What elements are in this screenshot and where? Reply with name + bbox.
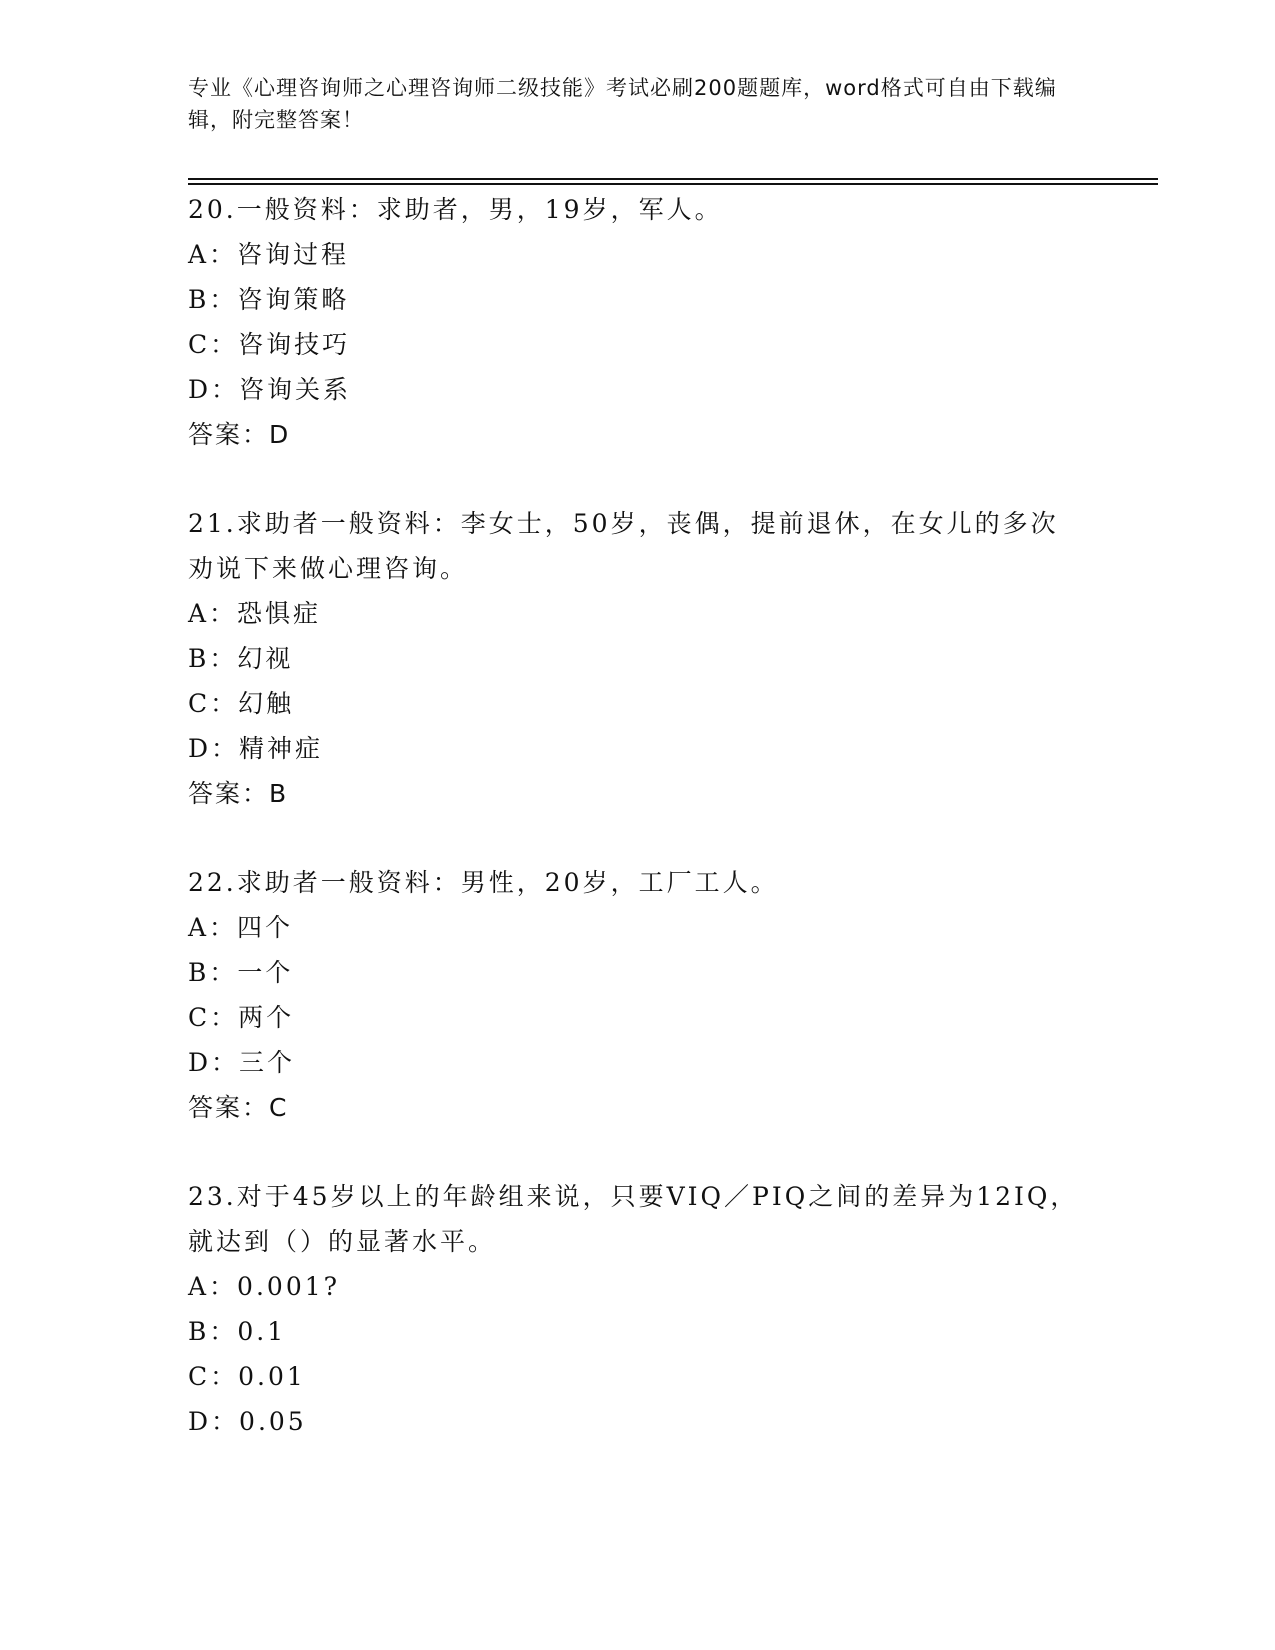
question-21-option-d: D：精神症 — [188, 734, 324, 763]
question-22-answer: 答案：C — [188, 1093, 289, 1122]
question-21-stem-line-1: 21.求助者一般资料：李女士，50岁，丧偶，提前退休，在女儿的多次 — [188, 509, 1059, 538]
question-20-option-a: A：咨询过程 — [188, 240, 350, 269]
question-21-stem-line-2: 劝说下来做心理咨询。 — [188, 554, 469, 583]
document-header: 专业《心理咨询师之心理咨询师二级技能》考试必刷200题题库，word格式可自由下载编辑，附完整答案！ — [188, 76, 1057, 132]
header-divider-bottom — [188, 183, 1158, 185]
question-22-option-b: B：一个 — [188, 958, 294, 987]
question-23-option-d: D：0.05 — [188, 1407, 307, 1436]
question-22-option-d: D：三个 — [188, 1048, 296, 1077]
question-23-option-a: A：0.001? — [188, 1272, 341, 1301]
question-21-option-a: A：恐惧症 — [188, 599, 322, 628]
question-23-option-c: C：0.01 — [188, 1362, 306, 1391]
question-20-stem: 20.一般资料：求助者，男，19岁，军人。 — [188, 195, 723, 224]
question-20-option-d: D：咨询关系 — [188, 375, 352, 404]
header-divider-top — [188, 178, 1158, 180]
question-21-option-c: C：幻触 — [188, 689, 295, 718]
question-22-option-c: C：两个 — [188, 1003, 295, 1032]
question-23-stem-line-1: 23.对于45岁以上的年龄组来说，只要VIQ／PIQ之间的差异为12IQ， — [188, 1182, 1079, 1211]
question-21-answer: 答案：B — [188, 779, 289, 808]
question-23-stem-line-2: 就达到（）的显著水平。 — [188, 1227, 497, 1256]
question-20-option-b: B：咨询策略 — [188, 285, 350, 314]
question-23-option-b: B：0.1 — [188, 1317, 287, 1346]
question-21-option-b: B：幻视 — [188, 644, 294, 673]
question-20-option-c: C：咨询技巧 — [188, 330, 351, 359]
question-22-option-a: A：四个 — [188, 913, 294, 942]
question-22-stem: 22.求助者一般资料：男性，20岁，工厂工人。 — [188, 868, 779, 897]
question-20-answer: 答案：D — [188, 420, 291, 449]
